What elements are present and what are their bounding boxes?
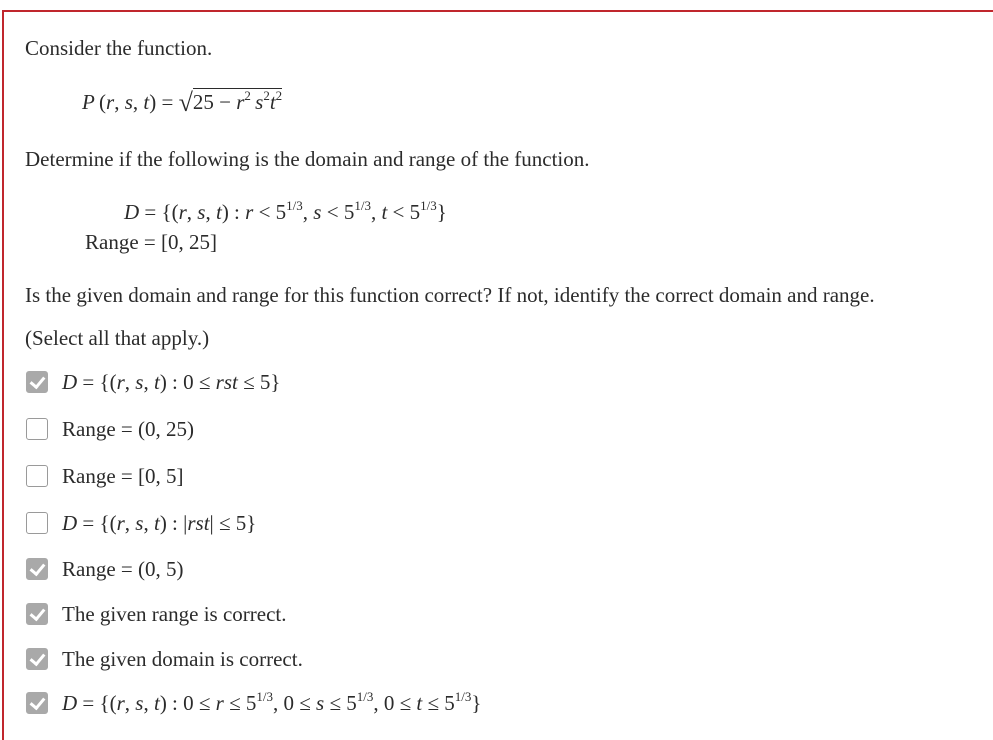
option-label: Range = (0, 25) [62, 417, 194, 441]
option-label: The given domain is correct. [62, 647, 303, 671]
question-text: Is the given domain and range for this function correct? If not, identify the correct domain and range. [25, 283, 875, 307]
checkbox-checked[interactable] [26, 558, 48, 580]
option-given-domain-correct[interactable] [26, 648, 926, 674]
option-label: D = {(r, s, t) : 0 ≤ rst ≤ 5} [62, 370, 281, 394]
option-label: D = {(r, s, t) : $0 \le r \le 5^{1/3}$, $0 \le s \le 5^{1/3}$, $0 \le t \le 5^{1/3}$} [62, 689, 482, 715]
option-label: Range = (0, 5) [62, 557, 184, 581]
option-range-open-0-5[interactable] [26, 558, 926, 584]
given-range: Range = [0, 25] [85, 230, 217, 254]
checkbox-checked[interactable] [26, 692, 48, 714]
intro-text: Consider the function. [25, 36, 213, 60]
checkbox-checked[interactable] [26, 603, 48, 625]
instruction-text: (Select all that apply.) [25, 326, 210, 350]
option-label: D = {(r, s, t) : |rst| ≤ 5} [62, 511, 257, 535]
option-domain-abs-rst[interactable] [26, 512, 926, 538]
checkbox-checked[interactable] [26, 371, 48, 393]
given-domain: D = {(r, s, t) : $r < 5^{1/3}$, $s < 5^{1/3}$, $t < 5^{1/3}$} [124, 198, 447, 224]
option-given-range-correct[interactable] [26, 603, 926, 629]
function-definition: P (r, s, $t) = √25 - r^2$ $s^2t^2$ [82, 88, 283, 117]
option-label: The given range is correct. [62, 602, 287, 626]
checkbox[interactable] [26, 465, 48, 487]
option-range-open-0-25[interactable] [26, 418, 926, 444]
checkbox[interactable] [26, 418, 48, 440]
option-domain-bounded[interactable] [26, 689, 926, 718]
checkbox[interactable] [26, 512, 48, 534]
option-range-closed-0-5[interactable] [26, 465, 926, 491]
determine-text: Determine if the following is the domain and range of the function. [25, 147, 590, 171]
option-label: Range = [0, 5] [62, 464, 184, 488]
checkbox-checked[interactable] [26, 648, 48, 670]
option-domain-rst-nonneg[interactable] [26, 371, 926, 397]
